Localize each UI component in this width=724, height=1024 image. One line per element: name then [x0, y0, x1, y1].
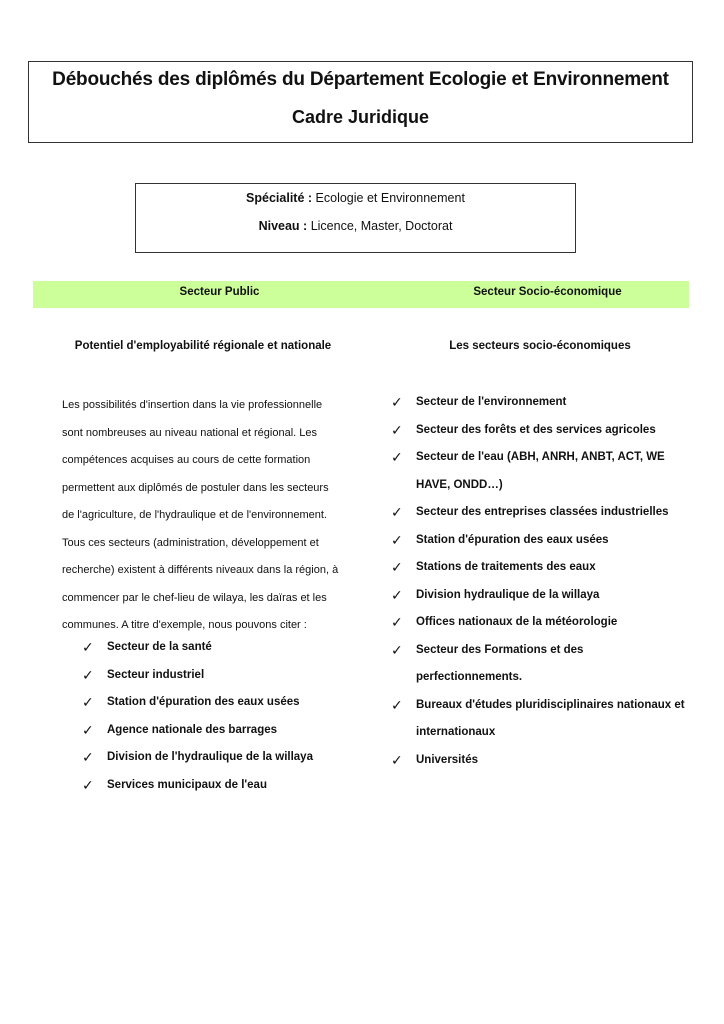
list-item-label: Services municipaux de l'eau — [107, 778, 267, 791]
list-item — [82, 634, 313, 662]
employability-paragraph — [62, 392, 367, 640]
checkmark-icon: ✓ — [391, 751, 403, 768]
list-item — [82, 772, 313, 800]
checkmark-icon: ✓ — [82, 749, 94, 765]
checkmark-icon: ✓ — [391, 394, 403, 410]
list-item — [391, 747, 691, 775]
list-item — [391, 527, 691, 555]
list-item-label: Secteur industriel — [107, 668, 205, 681]
checkmark-icon: ✓ — [391, 586, 403, 603]
list-item-label: Division de l'hydraulique de la willaya — [107, 751, 313, 763]
checkmark-icon: ✓ — [82, 721, 94, 738]
checkmark-icon: ✓ — [391, 641, 403, 658]
list-item — [82, 662, 313, 690]
checkmark-icon: ✓ — [391, 449, 403, 465]
checkmark-icon: ✓ — [82, 694, 94, 710]
checkmark-icon: ✓ — [391, 504, 403, 520]
paragraph-line: compétences acquises au cours de cette formation — [62, 454, 311, 466]
list-item-label: Secteur des Formations et des perfectionnements. — [416, 643, 584, 683]
list-item — [391, 582, 691, 610]
checkmark-icon: ✓ — [391, 531, 403, 548]
left-column-heading: Potentiel d'employabilité régionale et nationale — [74, 340, 332, 352]
list-item — [82, 744, 313, 772]
level-label: Niveau : — [258, 219, 308, 233]
list-item — [391, 389, 691, 417]
title-box — [28, 61, 693, 143]
sector-header-band — [33, 281, 689, 308]
list-item — [82, 689, 313, 717]
paragraph-line: sont nombreuses au niveau national et régional. Les — [62, 426, 318, 439]
checkmark-icon: ✓ — [391, 614, 403, 630]
level-value: Licence, Master, Doctorat — [310, 219, 453, 233]
paragraph-line: Les possibilités d'insertion dans la vie professionnelle — [62, 399, 323, 411]
paragraph-line: communes. A titre d'exemple, nous pouvons citer : — [62, 619, 307, 631]
list-item — [391, 499, 691, 527]
page-subtitle: Cadre Juridique — [291, 107, 430, 127]
public-sector-list — [82, 634, 313, 799]
list-item — [391, 444, 691, 499]
checkmark-icon: ✓ — [82, 776, 94, 793]
list-item-label: Offices nationaux de la météorologie — [416, 616, 618, 628]
checkmark-icon: ✓ — [82, 666, 94, 683]
list-item-label: Stations de traitements des eaux — [416, 561, 596, 573]
checkmark-icon: ✓ — [391, 421, 403, 438]
checkmark-icon: ✓ — [391, 696, 403, 713]
checkmark-icon: ✓ — [391, 559, 403, 575]
list-item-label: Secteur de l'environnement — [416, 396, 567, 408]
list-item-label: Bureaux d'études pluridisciplinaires nationaux et internationaux — [416, 698, 685, 738]
list-item-label: Division hydraulique de la willaya — [416, 588, 600, 601]
list-item-label: Secteur de la santé — [107, 641, 212, 653]
socio-economic-list — [391, 389, 691, 774]
paragraph-line: Tous ces secteurs (administration, développement et — [62, 536, 319, 549]
specialty-label: Spécialité : — [246, 191, 313, 205]
sector-socio-label: Secteur Socio-économique — [473, 286, 622, 298]
list-item — [391, 637, 691, 692]
list-item — [391, 692, 691, 747]
list-item-label: Station d'épuration des eaux usées — [107, 696, 300, 708]
list-item — [391, 417, 691, 445]
specialty-box — [135, 183, 576, 253]
paragraph-line: commencer par le chef-lieu de wilaya, les daïras et les — [62, 591, 327, 604]
paragraph-line: permettent aux diplômés de postuler dans les secteurs — [62, 481, 329, 494]
sector-public-label: Secteur Public — [179, 286, 260, 298]
list-item-label: Agence nationale des barrages — [107, 723, 278, 736]
paragraph-line: recherche) existent à différents niveaux dans la région, à — [62, 564, 339, 576]
level-line — [136, 219, 575, 233]
right-column-heading: Les secteurs socio-économiques — [449, 340, 631, 352]
specialty-line — [136, 191, 575, 205]
page-title: Débouchés des diplômés du Département Ecologie et Environnement — [52, 69, 669, 90]
specialty-value: Ecologie et Environnement — [315, 191, 465, 205]
list-item-label: Station d'épuration des eaux usées — [416, 533, 609, 546]
list-item-label: Secteur de l'eau (ABH, ANRH, ANBT, ACT, WE HAVE, ONDD…) — [416, 451, 665, 491]
list-item — [82, 717, 313, 745]
list-item-label: Secteur des entreprises classées industrielles — [416, 506, 669, 518]
list-item — [391, 609, 691, 637]
list-item-label: Secteur des forêts et des services agricoles — [416, 423, 656, 436]
list-item-label: Universités — [416, 753, 479, 766]
list-item — [391, 554, 691, 582]
checkmark-icon: ✓ — [82, 639, 94, 655]
paragraph-line: de l'agriculture, de l'hydraulique et de l'environnement. — [62, 509, 327, 521]
